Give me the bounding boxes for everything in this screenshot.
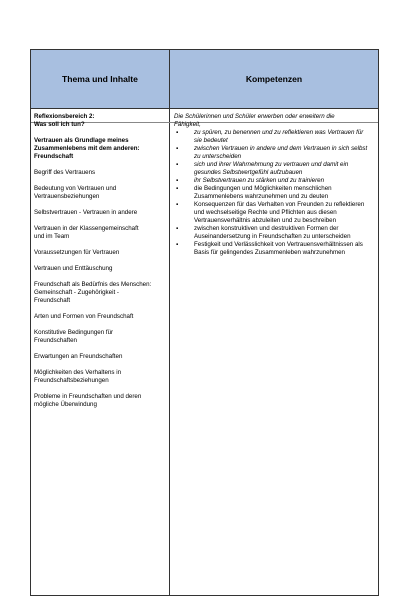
competence-line: Zusammenlebens wahrzunehmen und zu deuten xyxy=(194,193,329,200)
topic-line: Freundschaftsbeziehungen xyxy=(34,377,109,384)
curriculum-table xyxy=(30,49,379,596)
competence-line: zwischen Vertrauen in andere und dem Vertrauen in sich selbst xyxy=(194,145,368,152)
topic-item xyxy=(34,313,166,321)
topic-item xyxy=(34,369,166,385)
spacer xyxy=(34,345,166,353)
competence-list xyxy=(174,129,376,257)
competence-line: und wechselseitige Rechte und Pflichten aus diesen xyxy=(194,209,337,216)
square-bullet-icon: ▪ xyxy=(176,225,179,232)
topic-line: Begriff des Vertrauens xyxy=(34,169,96,176)
spacer xyxy=(34,385,166,393)
spacer xyxy=(34,201,166,209)
competence-line: Vertrauensverhältnis abzuleiten und zu beschreiben xyxy=(194,217,337,224)
intro-line: Fähigkeit, xyxy=(174,121,201,128)
header-thema-und-inhalte: Thema und Inhalte xyxy=(62,74,138,84)
topic-line: Arten und Formen von Freundschaft xyxy=(34,313,134,320)
topic-line: Vertrauen und Enttäuschung xyxy=(34,265,113,272)
square-bullet-icon: ▪ xyxy=(176,161,179,168)
competence-item xyxy=(174,185,376,201)
intro-line: Die Schülerinnen und Schüler erwerben oder erweitern die xyxy=(174,113,335,120)
competence-item xyxy=(174,145,376,161)
competence-item xyxy=(174,129,376,145)
spacer xyxy=(34,241,166,249)
competence-item xyxy=(174,161,376,177)
title-line: Reflexionsbereich 2: xyxy=(34,113,95,120)
topic-line: Freundschaft xyxy=(34,297,71,304)
square-bullet-icon: ▪ xyxy=(176,145,179,152)
topic-list xyxy=(34,161,166,409)
spacer xyxy=(34,321,166,329)
competence-item xyxy=(174,201,376,225)
topic-line: Möglichkeiten des Verhaltens in xyxy=(34,369,122,376)
spacer xyxy=(34,177,166,185)
table-header-row xyxy=(31,50,378,109)
topic-line: Vertrauen in der Klassengemeinschaft xyxy=(34,225,139,232)
subtitle-line: Freundschaft xyxy=(34,153,74,160)
topic-line: Erwartungen an Freundschaften xyxy=(34,353,123,360)
reflection-area-subtitle xyxy=(34,137,166,161)
square-bullet-icon: ▪ xyxy=(176,129,179,136)
topic-line: Selbstvertrauen - Vertrauen in andere xyxy=(34,209,138,216)
spacer xyxy=(34,305,166,313)
square-bullet-icon: ▪ xyxy=(176,201,179,208)
topic-line: Gemeinschaft - Zugehörigkeit - xyxy=(34,289,119,296)
topic-item xyxy=(34,265,166,273)
spacer xyxy=(34,273,166,281)
header-kompetenzen: Kompetenzen xyxy=(245,74,303,84)
topic-item xyxy=(34,225,166,241)
subtitle-line: Vertrauen als Grundlage meines xyxy=(34,137,129,144)
competence-line: ihr Selbstvertrauen zu stärken und zu trainieren xyxy=(194,177,325,184)
square-bullet-icon: ▪ xyxy=(176,185,179,192)
spacer xyxy=(34,161,166,169)
competences-column xyxy=(174,113,376,257)
spacer xyxy=(34,257,166,265)
competence-line: gesundes Selbstwertgefühl aufzubauen xyxy=(194,169,303,176)
topic-line: mögliche Überwindung xyxy=(34,401,97,408)
topic-item xyxy=(34,185,166,201)
reflection-area-title xyxy=(34,113,166,129)
topic-item xyxy=(34,209,166,217)
square-bullet-icon: ▪ xyxy=(176,177,179,184)
topics-column xyxy=(34,113,166,409)
topic-line: und im Team xyxy=(34,233,70,240)
topic-item xyxy=(34,353,166,361)
topic-line: Vertrauensbeziehungen xyxy=(34,193,100,200)
competence-item xyxy=(174,241,376,257)
competence-line: zu unterscheiden xyxy=(194,153,242,160)
competence-line: Festigkeit und Verlässlichkeit von Vertrauensverhältnissen als xyxy=(194,241,363,248)
competence-line: sie bedeutet xyxy=(194,137,228,144)
topic-line: Bedeutung von Vertrauen und xyxy=(34,185,117,192)
competence-line: Konsequenzen für das Verhalten von Freunden zu reflektieren xyxy=(194,201,365,208)
competence-line: zu spüren, zu benennen und zu reflektieren was Vertrauen für xyxy=(194,129,364,136)
spacer xyxy=(34,217,166,225)
topic-item xyxy=(34,249,166,257)
topic-item xyxy=(34,393,166,409)
topic-line: Freundschaft als Bedürfnis des Menschen: xyxy=(34,281,152,288)
spacer xyxy=(34,361,166,369)
topic-item xyxy=(34,329,166,345)
subtitle-line: Zusammenlebens mit dem anderen: xyxy=(34,145,140,152)
column-divider xyxy=(169,50,170,595)
competence-line: sich und ihrer Wahrnehmung zu vertrauen und damit ein xyxy=(194,161,349,168)
competence-line: die Bedingungen und Möglichkeiten menschlichen xyxy=(194,185,332,192)
competence-line: zwischen konstruktiven und destruktiven Formen der xyxy=(194,225,339,232)
topic-line: Freundschaften xyxy=(34,337,77,344)
square-bullet-icon: ▪ xyxy=(176,241,179,248)
topic-item xyxy=(34,281,166,305)
spacer xyxy=(34,129,166,137)
competence-item xyxy=(174,177,376,185)
competence-item xyxy=(174,225,376,241)
competence-line: Basis für gelingendes Zusammenleben wahrzunehmen xyxy=(194,249,345,256)
topic-line: Voraussetzungen für Vertrauen xyxy=(34,249,120,256)
topic-line: Konstitutive Bedingungen für xyxy=(34,329,114,336)
topic-line: Probleme in Freundschaften und deren xyxy=(34,393,142,400)
competence-line: Auseinandersetzung in Freundschaften zu unterscheiden xyxy=(194,233,351,240)
topic-item xyxy=(34,169,166,177)
title-line: Was soll ich tun? xyxy=(34,121,85,128)
competences-intro xyxy=(174,113,376,129)
